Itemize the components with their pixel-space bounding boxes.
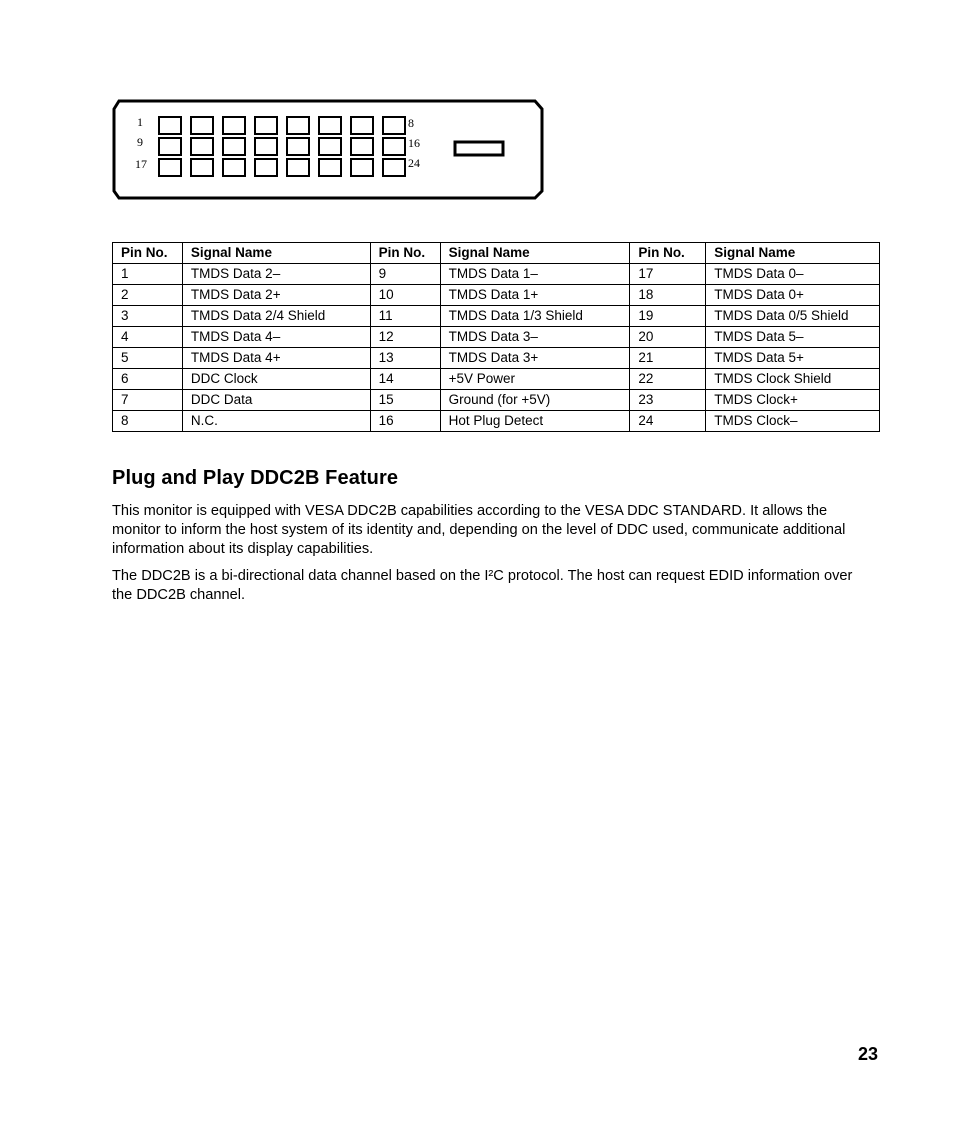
table-row: [113, 369, 880, 390]
pin-number-cell: 24: [630, 411, 706, 432]
signal-name-cell: TMDS Data 1/3 Shield: [440, 306, 630, 327]
signal-name-cell: TMDS Clock+: [706, 390, 880, 411]
row-label-left-3: 17: [135, 157, 147, 171]
column-header: Signal Name: [182, 243, 370, 264]
pin-number-cell: 6: [113, 369, 183, 390]
pin-number-cell: 11: [370, 306, 440, 327]
column-header: Pin No.: [370, 243, 440, 264]
pin-number-cell: 12: [370, 327, 440, 348]
connector-pin: [287, 138, 309, 155]
table-row: [113, 390, 880, 411]
signal-name-cell: TMDS Data 0/5 Shield: [706, 306, 880, 327]
signal-name-cell: DDC Clock: [182, 369, 370, 390]
column-header: Signal Name: [706, 243, 880, 264]
pin-number-cell: 10: [370, 285, 440, 306]
signal-name-cell: Ground (for +5V): [440, 390, 630, 411]
connector-pin: [319, 138, 341, 155]
pin-number-cell: 3: [113, 306, 183, 327]
signal-name-cell: TMDS Data 2–: [182, 264, 370, 285]
table-row: [113, 306, 880, 327]
connector-pin: [191, 117, 213, 134]
connector-pin: [351, 159, 373, 176]
pin-number-cell: 7: [113, 390, 183, 411]
table-row: [113, 285, 880, 306]
signal-name-cell: TMDS Data 5+: [706, 348, 880, 369]
column-header: Pin No.: [630, 243, 706, 264]
pin-assignment-table: [112, 242, 880, 432]
row-label-left-1: 1: [137, 115, 143, 129]
signal-name-cell: TMDS Data 1+: [440, 285, 630, 306]
signal-name-cell: N.C.: [182, 411, 370, 432]
pin-number-cell: 20: [630, 327, 706, 348]
connector-pin: [223, 159, 245, 176]
connector-pin: [223, 138, 245, 155]
connector-pin: [255, 117, 277, 134]
ground-blade: [455, 142, 503, 155]
signal-name-cell: DDC Data: [182, 390, 370, 411]
connector-pin: [159, 117, 181, 134]
pin-number-cell: 15: [370, 390, 440, 411]
connector-pin: [383, 117, 405, 134]
pin-number-cell: 19: [630, 306, 706, 327]
signal-name-cell: TMDS Clock–: [706, 411, 880, 432]
signal-name-cell: TMDS Data 3–: [440, 327, 630, 348]
signal-name-cell: TMDS Data 2+: [182, 285, 370, 306]
signal-name-cell: TMDS Data 3+: [440, 348, 630, 369]
pin-number-cell: 13: [370, 348, 440, 369]
pin-number-cell: 14: [370, 369, 440, 390]
connector-pin: [319, 117, 341, 134]
connector-pin: [383, 138, 405, 155]
connector-pin: [255, 159, 277, 176]
dvi-connector-diagram: [111, 98, 545, 202]
pin-number-cell: 5: [113, 348, 183, 369]
pin-number-cell: 8: [113, 411, 183, 432]
table-header-row: [113, 243, 880, 264]
pin-number-cell: 23: [630, 390, 706, 411]
connector-pin: [351, 138, 373, 155]
pin-grid: [159, 117, 405, 176]
paragraph: The DDC2B is a bi-directional data channel based on the I²C protocol. The host can request EDID information over the DDC2B channel.: [112, 568, 853, 603]
connector-pin: [159, 159, 181, 176]
table-row: [113, 264, 880, 285]
table-row: [113, 327, 880, 348]
column-header: Pin No.: [113, 243, 183, 264]
connector-pin: [319, 159, 341, 176]
pin-number-cell: 17: [630, 264, 706, 285]
connector-pin: [223, 117, 245, 134]
column-header: Signal Name: [440, 243, 630, 264]
row-label-right-1: 8: [408, 116, 414, 130]
signal-name-cell: TMDS Data 2/4 Shield: [182, 306, 370, 327]
table-row: [113, 411, 880, 432]
row-label-right-2: 16: [408, 136, 420, 150]
pin-number-cell: 2: [113, 285, 183, 306]
signal-name-cell: TMDS Data 0+: [706, 285, 880, 306]
signal-name-cell: TMDS Data 5–: [706, 327, 880, 348]
signal-name-cell: TMDS Data 4+: [182, 348, 370, 369]
pin-number-cell: 9: [370, 264, 440, 285]
pin-number-cell: 18: [630, 285, 706, 306]
connector-pin: [383, 159, 405, 176]
row-label-right-3: 24: [408, 156, 420, 170]
connector-pin: [191, 159, 213, 176]
signal-name-cell: TMDS Data 0–: [706, 264, 880, 285]
connector-pin: [287, 117, 309, 134]
connector-pin: [287, 159, 309, 176]
pin-number-cell: 16: [370, 411, 440, 432]
connector-outline: [114, 101, 542, 198]
pin-number-cell: 1: [113, 264, 183, 285]
dvi-connector-drawing: [111, 98, 545, 202]
pin-number-cell: 21: [630, 348, 706, 369]
connector-pin: [159, 138, 181, 155]
table-row: [113, 348, 880, 369]
signal-name-cell: TMDS Data 4–: [182, 327, 370, 348]
pin-number-cell: 4: [113, 327, 183, 348]
connector-pin: [255, 138, 277, 155]
paragraph: This monitor is equipped with VESA DDC2B capabilities according to the VESA DDC STANDARD. It allows the monitor to inform the host system of its identity and, depending on the level of DDC used, communicate additional information about its display capabilities.: [112, 503, 846, 557]
signal-name-cell: Hot Plug Detect: [440, 411, 630, 432]
connector-pin: [191, 138, 213, 155]
pin-number-cell: 22: [630, 369, 706, 390]
row-label-left-2: 9: [137, 135, 143, 149]
section-title: Plug and Play DDC2B Feature: [112, 467, 399, 489]
signal-name-cell: TMDS Data 1–: [440, 264, 630, 285]
page-number: 23: [857, 1044, 878, 1064]
signal-name-cell: +5V Power: [440, 369, 630, 390]
connector-pin: [351, 117, 373, 134]
signal-name-cell: TMDS Clock Shield: [706, 369, 880, 390]
